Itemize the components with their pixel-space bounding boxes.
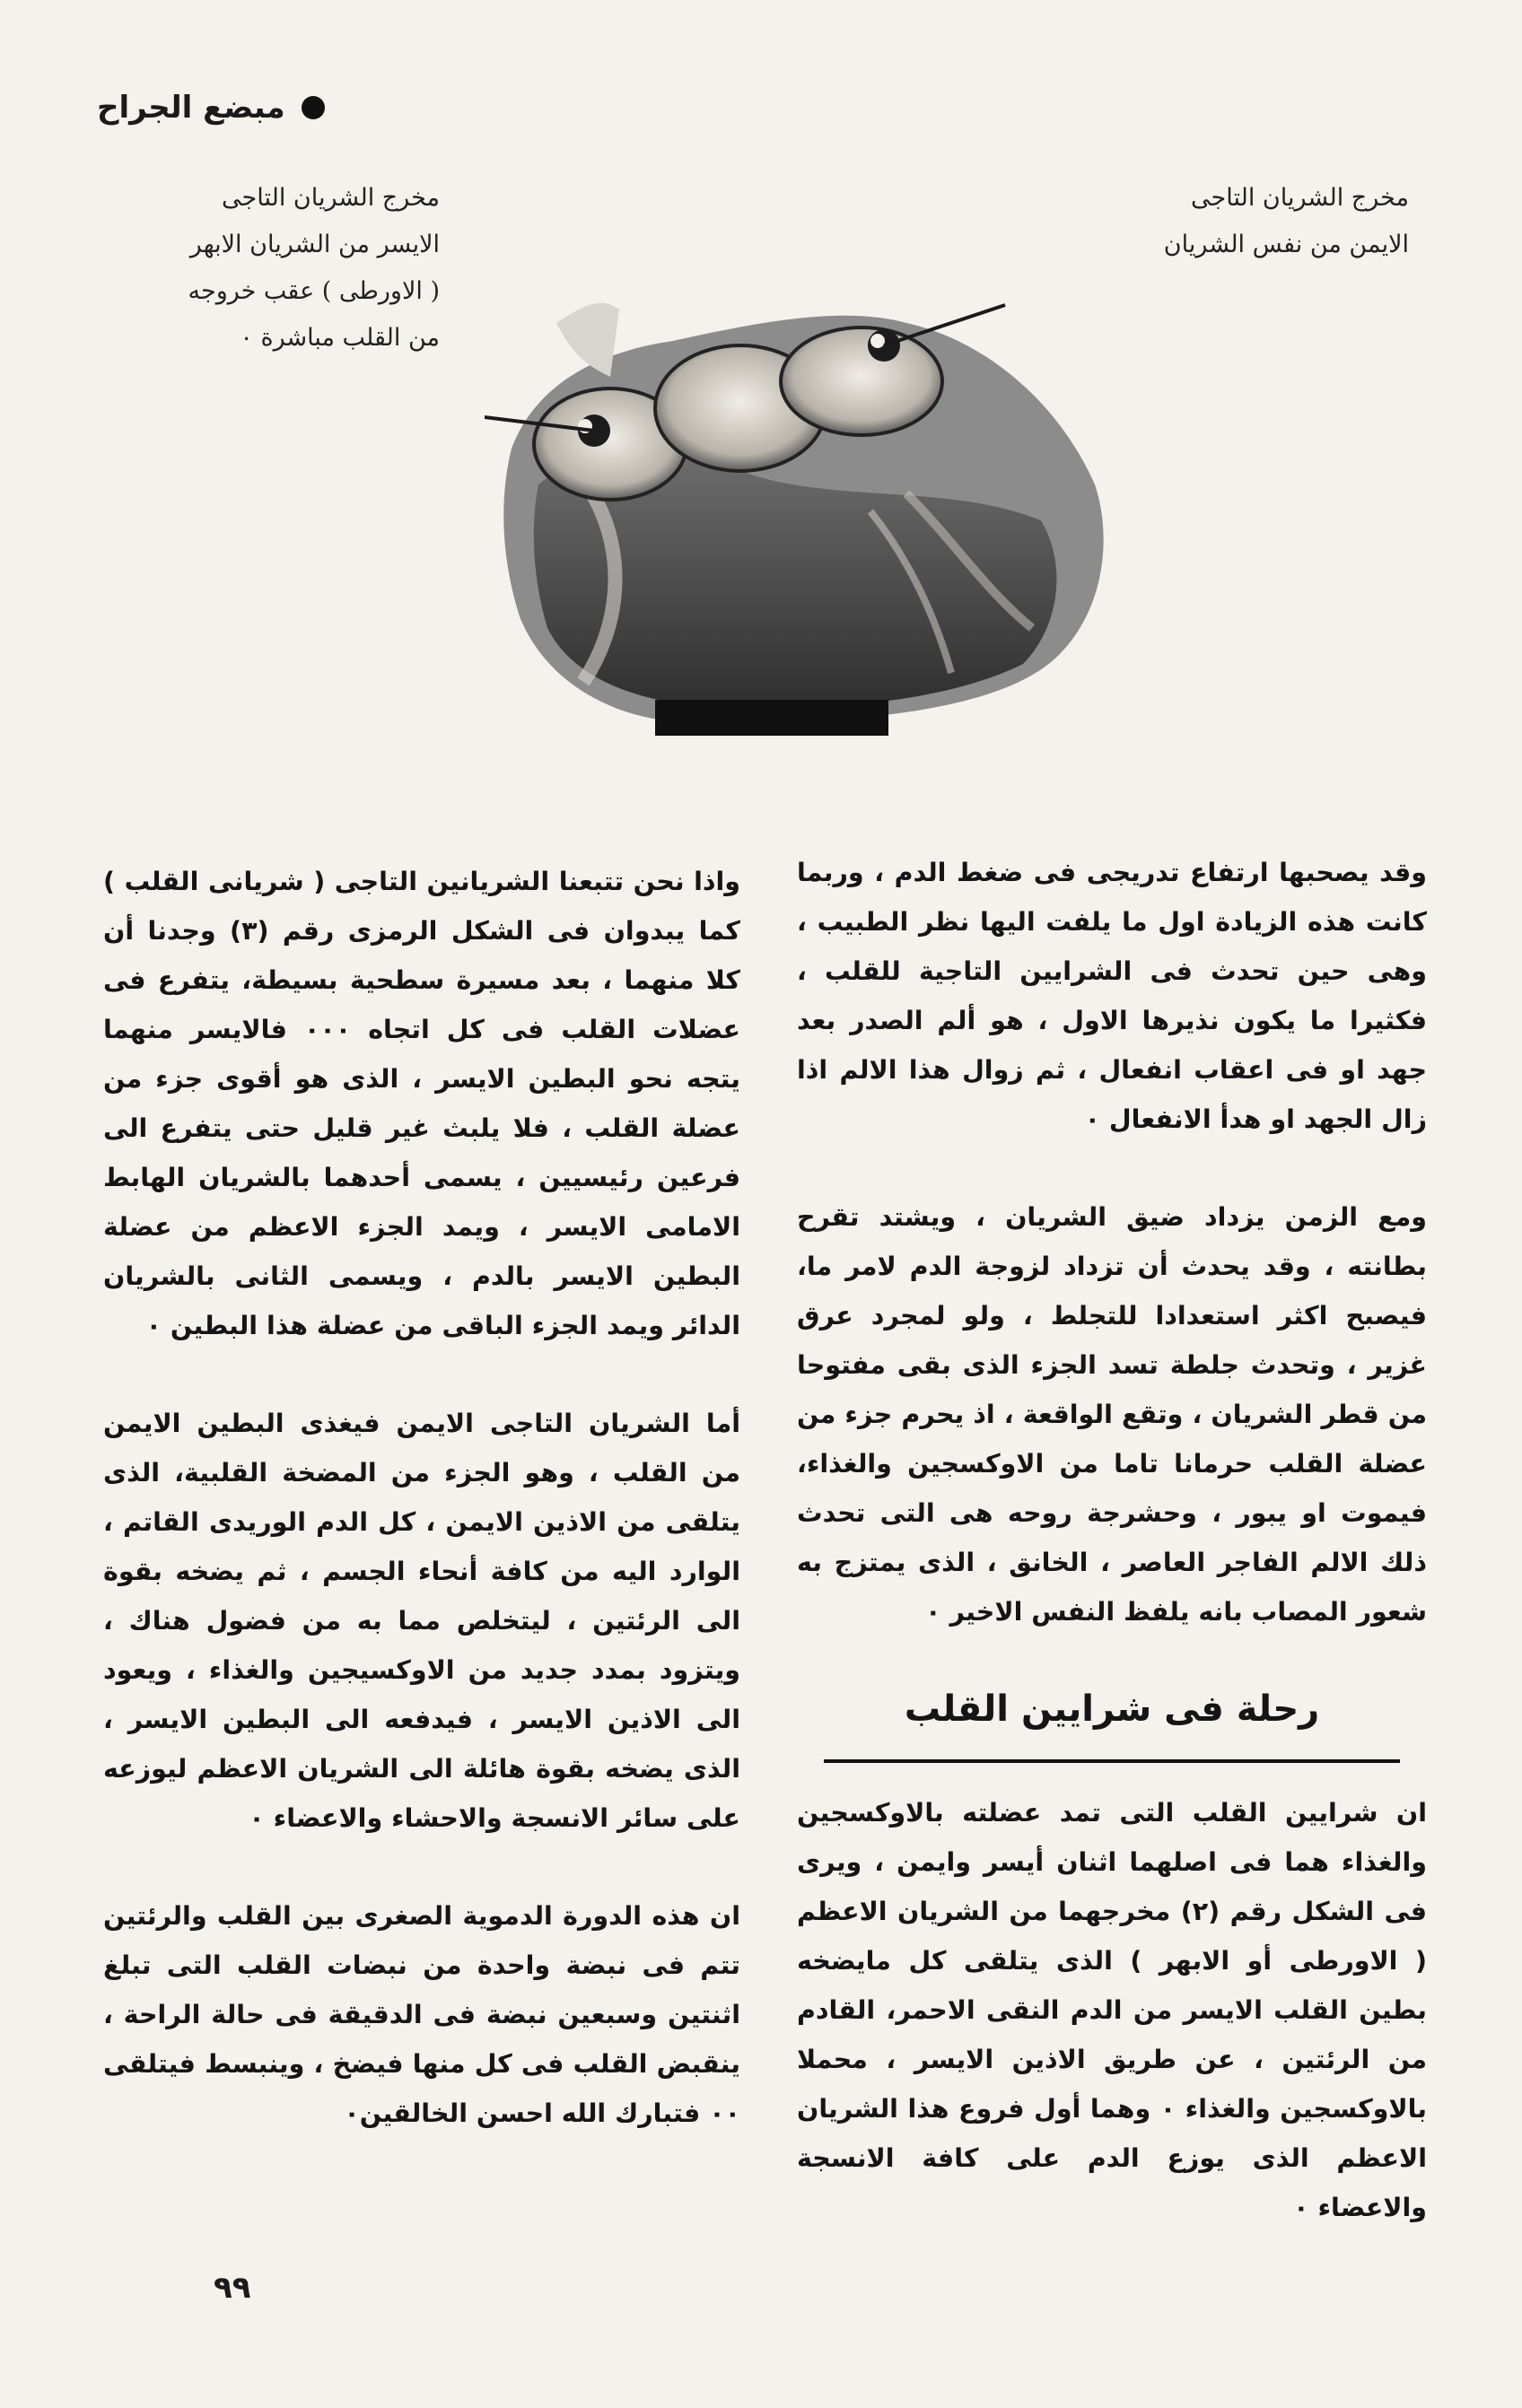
figure-caption-right <box>1068 175 1409 268</box>
page-number: ٩٩ <box>214 2270 251 2306</box>
figure-caption-left <box>81 175 440 362</box>
paragraph: ومع الزمن يزداد ضيق الشريان ، ويشتد تقرح بطانته ، وقد يحدث أن تزداد لزوجة الدم لامر ما، فيصبح اكثر استعدادا للتجلط ، ولو لمجرد عرق غزير ، وتحدث جلطة تسد الجزء الذى بقى مفتوحا من قطر الشريان ، وتقع الواقعة ، اذ يحرم جزء من عضلة القلب حرمانا تاما من الاوكسجين والغذاء، فيموت او يبور ، وحشرجة روحه هى التى تحدث ذلك الالم الفاجر العاصر ، الخانق ، الذى يمتزج به شعور المصاب بانه يلفظ النفس الاخير ٠ <box>797 1202 1427 1627</box>
left-column <box>103 857 740 2138</box>
section-header-title: مبضع الجراح <box>97 90 285 126</box>
caption-line: من القلب مباشرة ٠ <box>240 324 440 352</box>
section-title-rule <box>824 1759 1400 1763</box>
caption-line: مخرج الشريان التاجى <box>1191 184 1409 212</box>
paragraph: أما الشريان التاجى الايمن فيغذى البطين الايمن من القلب ، وهو الجزء من المضخة القلبية، الذى يتلقى من الاذين الايمن ، كل الدم الوريدى القاتم ، الوارد اليه من كافة أنحاء الجسم ، ثم يضخه بقوة الى الرئتين ، ليتخلص مما به من فضول هناك ، ويتزود بمدد جديد من الاوكسيجين والغذاء ، ويعود الى الاذين الايسر ، فيدفعه الى البطين الايسر ، الذى يضخه بقوة هائلة الى الشريان الاعظم ليوزعه على سائر الانسجة والاحشاء والاعضاء ٠ <box>103 1409 740 1833</box>
section-title: رحلة فى شرايين القلب <box>904 1688 1320 1730</box>
caption-line: الايمن من نفس الشريان <box>1163 231 1409 258</box>
paragraph: ان هذه الدورة الدموية الصغرى بين القلب والرئتين تتم فى نبضة واحدة من نبضات القلب التى تبلغ اثنتين وسبعين نبضة فى الدقيقة فى حالة الراحة ، ينقبض القلب فى كل منها فيضخ ، وينبسط فيتلقى ٠٠ فتبارك الله احسن الخالقين٠ <box>103 1901 740 2128</box>
paragraph: واذا نحن تتبعنا الشريانين التاجى ( شريانى القلب ) كما يبدوان فى الشكل الرمزى رقم (٣) وجدنا أن كلا منهما ، بعد مسيرة سطحية بسيطة، يتفرع فى عضلات القلب فى كل اتجاه ٠٠٠ فالايسر منهما يتجه نحو البطين الايسر ، الذى هو أقوى جزء من عضلة القلب ، فلا يلبث غير قليل حتى يتفرع الى فرعين رئيسيين ، يسمى أحدهما بالشريان الهابط الامامى الايسر ، ويمد الجزء الاعظم من عضلة البطين الايسر بالدم ، ويسمى الثانى بالشريان الدائر ويمد الجزء الباقى من عضلة هذا البطين ٠ <box>103 867 741 1340</box>
paragraph: ان شرايين القلب التى تمد عضلته بالاوكسجين والغذاء هما فى اصلهما اثنان أيسر وايمن ، ويرى فى الشكل رقم (٢) مخرجهما من الشريان الاعظم ( الاورطى أو الابهر ) الذى يتلقى كل مايضخه بطين القلب الايسر من الدم النقى الاحمر، القادم من الرئتين ، عن طريق الاذين الايسر ، محملا بالاوكسجين والغذاء ٠ وهما أول فروع هذا الشريان الاعظم الذى يوزع الدم على كافة الانسجة والاعضاء ٠ <box>797 1798 1428 2222</box>
section-header <box>97 90 325 126</box>
caption-line: ( الاورطى ) عقب خروجه <box>188 277 440 305</box>
heart-aorta-photo <box>485 269 1131 754</box>
caption-line: الايسر من الشريان الابهر <box>189 231 440 258</box>
bullet-dot-icon <box>302 96 325 119</box>
caption-line: مخرج الشريان التاجى <box>222 184 440 212</box>
right-column <box>797 848 1427 2232</box>
paragraph: وقد يصحبها ارتفاع تدريجى فى ضغط الدم ، وربما كانت هذه الزيادة اول ما يلفت اليها نظر الطبيب ، وهى حين تحدث فى الشرايين التاجية للقلب ، فكثيرا ما يكون نذيرها الاول ، هو ألم الصدر بعد جهد او فى اعقاب انفعال ، ثم زوال هذا الالم اذا زال الجهد او هدأ الانفعال ٠ <box>797 858 1427 1134</box>
